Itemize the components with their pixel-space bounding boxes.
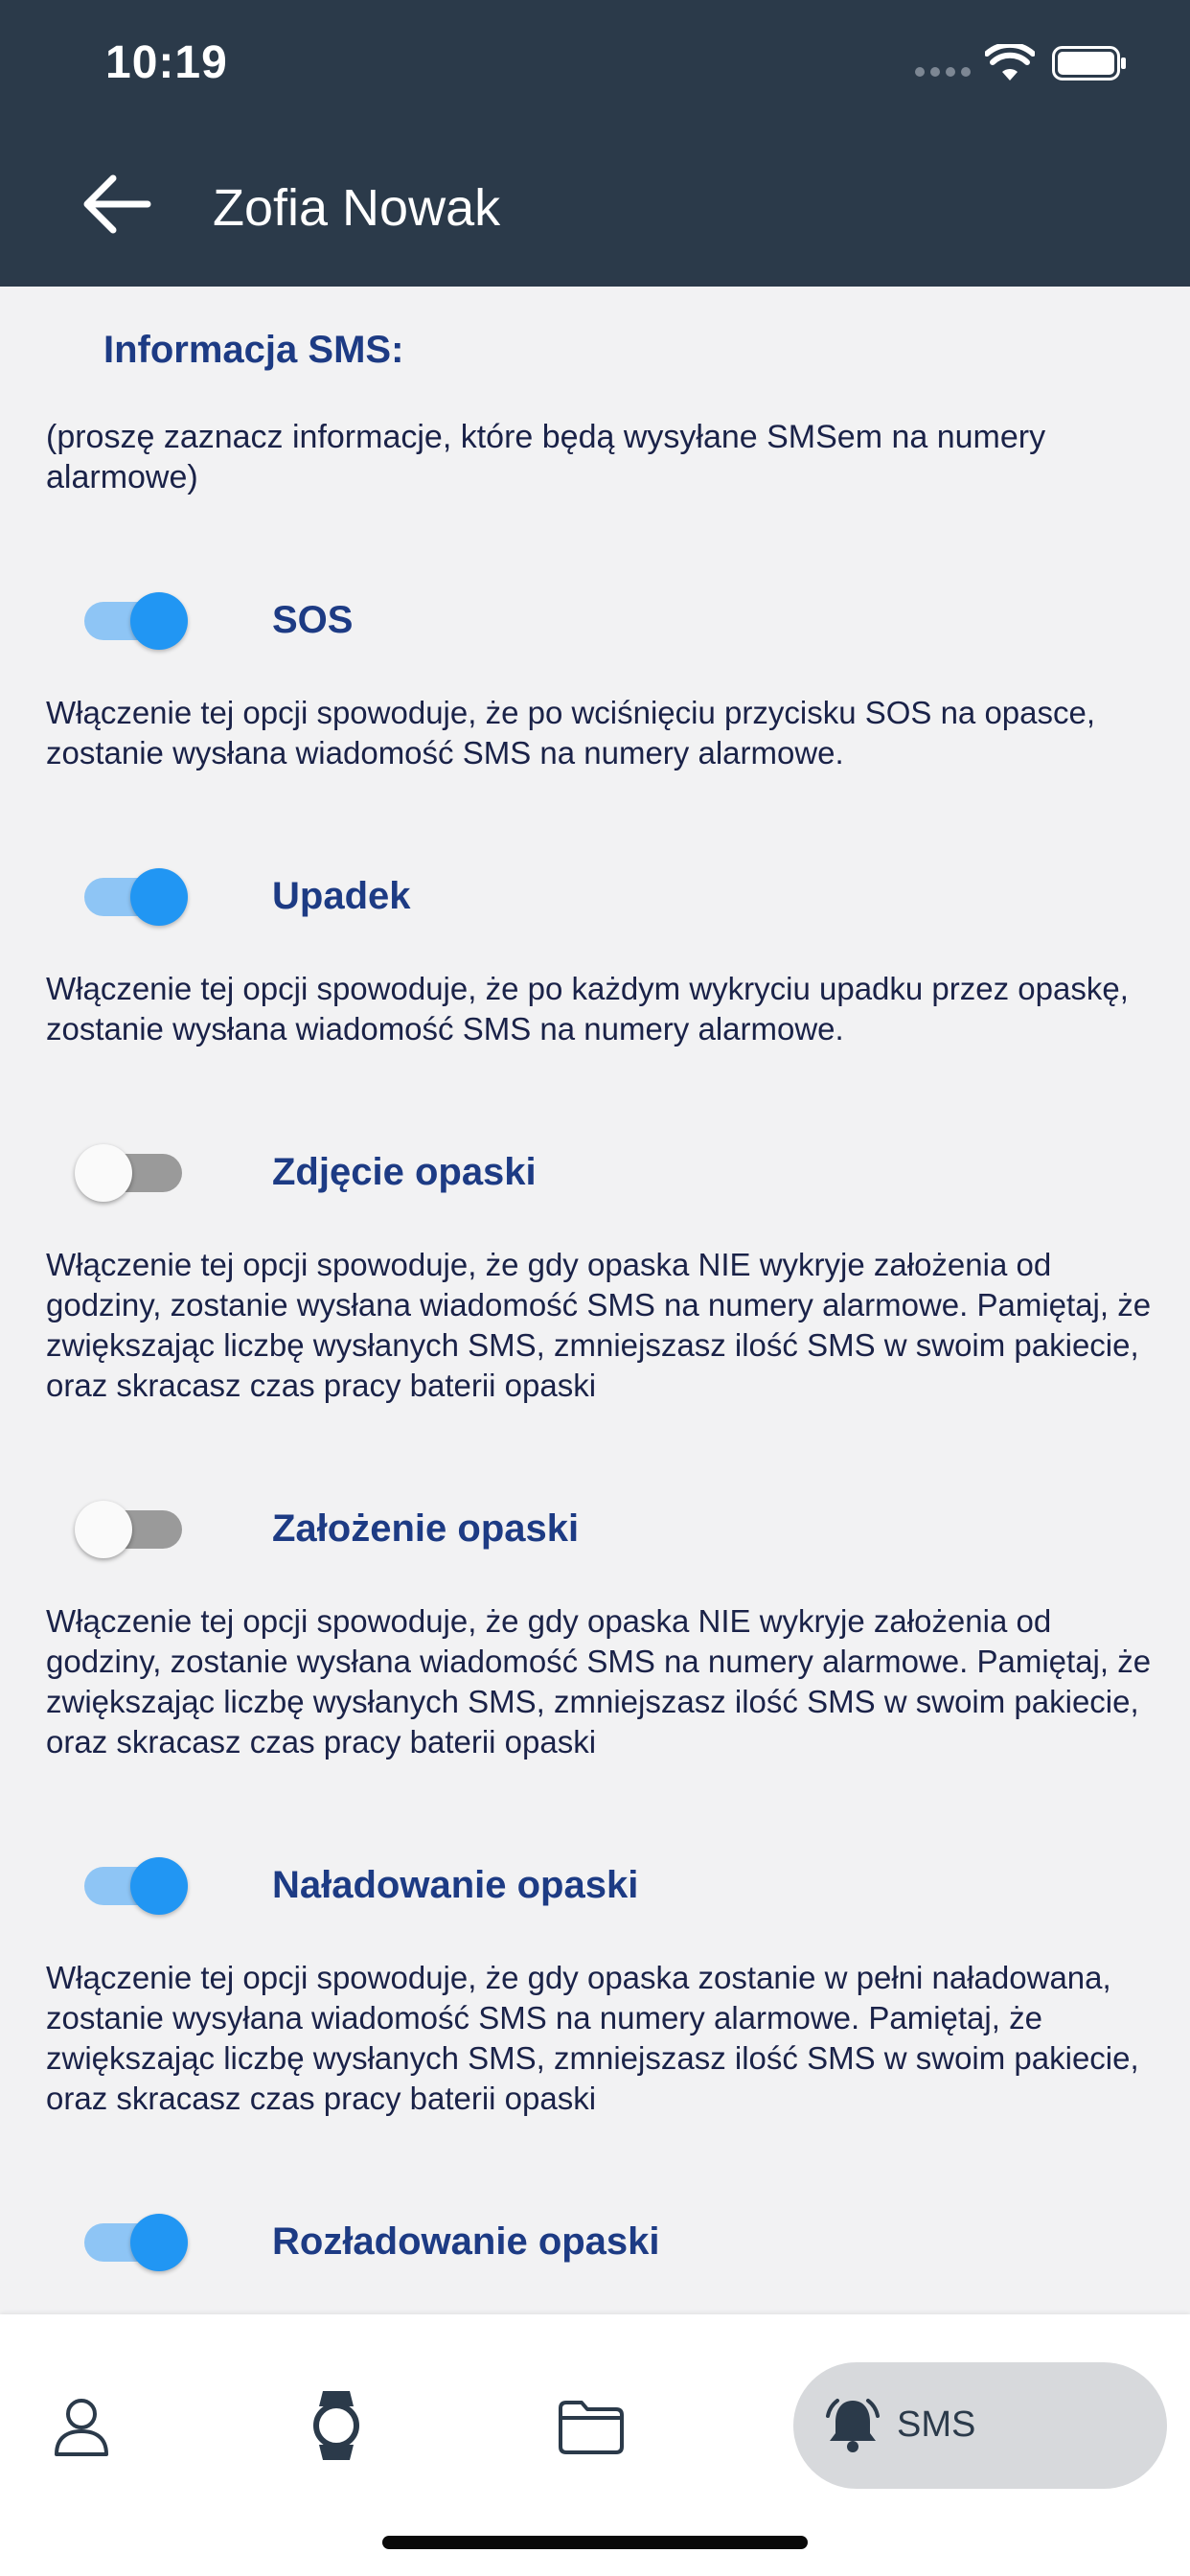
cellular-signal-icon <box>915 63 971 77</box>
section-intro: (proszę zaznacz informacje, które będą wysyłane SMSem na numery alarmowe) <box>46 419 1046 495</box>
option-label: Upadek <box>272 875 411 917</box>
toggle-sos[interactable] <box>79 589 190 653</box>
toggle-naladowanie-opaski[interactable] <box>79 1854 190 1918</box>
option-description: Włączenie tej opcji spowoduje, że po wciśnięciu przycisku SOS na opasce, zostanie wysłana wiadomość SMS na numery alarmowe. <box>46 695 1096 770</box>
wifi-icon <box>985 44 1035 82</box>
tab-watch[interactable] <box>293 2362 379 2489</box>
bell-icon <box>822 2395 883 2456</box>
toggle-rozladowanie-opaski[interactable] <box>79 2211 190 2274</box>
option-label: Zdjęcie opaski <box>272 1151 537 1193</box>
folder-icon <box>557 2399 626 2456</box>
option-label: Rozładowanie opaski <box>272 2220 660 2263</box>
watch-icon <box>309 2389 363 2462</box>
option-label: Naładowanie opaski <box>272 1864 639 1906</box>
status-time: 10:19 <box>105 37 228 88</box>
option-description: Włączenie tej opcji spowoduje, że gdy opaska NIE wykryje założenia od godziny, zostanie wysłana wiadomość SMS na numery alarmowe. Pamiętaj, że zwiększając liczbę wysłanych SMS, zmniejszasz ilość SMS w swoim pakiecie, oraz skracasz czas pracy baterii opaski <box>46 1603 1152 1760</box>
tab-folder[interactable] <box>548 2362 634 2489</box>
home-indicator <box>382 2536 808 2549</box>
toggle-zdjecie-opaski[interactable] <box>79 1141 190 1205</box>
option-description: Włączenie tej opcji spowoduje, że gdy opaska NIE wykryje założenia od godziny, zostanie wysłana wiadomość SMS na numery alarmowe. Pamiętaj, że zwiększając liczbę wysłanych SMS, zmniejszasz ilość SMS w swoim pakiecie, oraz skracasz czas pracy baterii opaski <box>46 1247 1152 1403</box>
toggle-zalozenie-opaski[interactable] <box>79 1498 190 1561</box>
page-title: Zofia Nowak <box>213 179 501 237</box>
section-title: Informacja SMS: <box>103 329 404 371</box>
battery-icon <box>1052 46 1127 80</box>
sms-settings-content[interactable] <box>0 287 1190 2314</box>
app-header <box>0 0 1190 287</box>
option-description: Włączenie tej opcji spowoduje, że po każdym wykryciu upadku przez opaskę, zostanie wysłana wiadomość SMS na numery alarmowe. <box>46 971 1129 1046</box>
tab-sms-label: SMS <box>897 2404 976 2445</box>
option-label: SOS <box>272 599 354 641</box>
person-icon <box>53 2397 110 2458</box>
back-arrow-icon[interactable] <box>80 172 153 236</box>
option-description: Włączenie tej opcji spowoduje, że gdy opaska zostanie w pełni naładowana, zostanie wysyłana wiadomość SMS na numery alarmowe. Pamiętaj, że zwiększając liczbę wysłanych SMS, zmniejszasz ilość SMS w swoim pakiecie, oraz skracasz czas pracy baterii opaski <box>46 1960 1139 2116</box>
tab-sms[interactable] <box>793 2362 1167 2489</box>
toggle-upadek[interactable] <box>79 865 190 929</box>
option-label: Założenie opaski <box>272 1507 580 1550</box>
tab-profile[interactable] <box>38 2362 125 2489</box>
